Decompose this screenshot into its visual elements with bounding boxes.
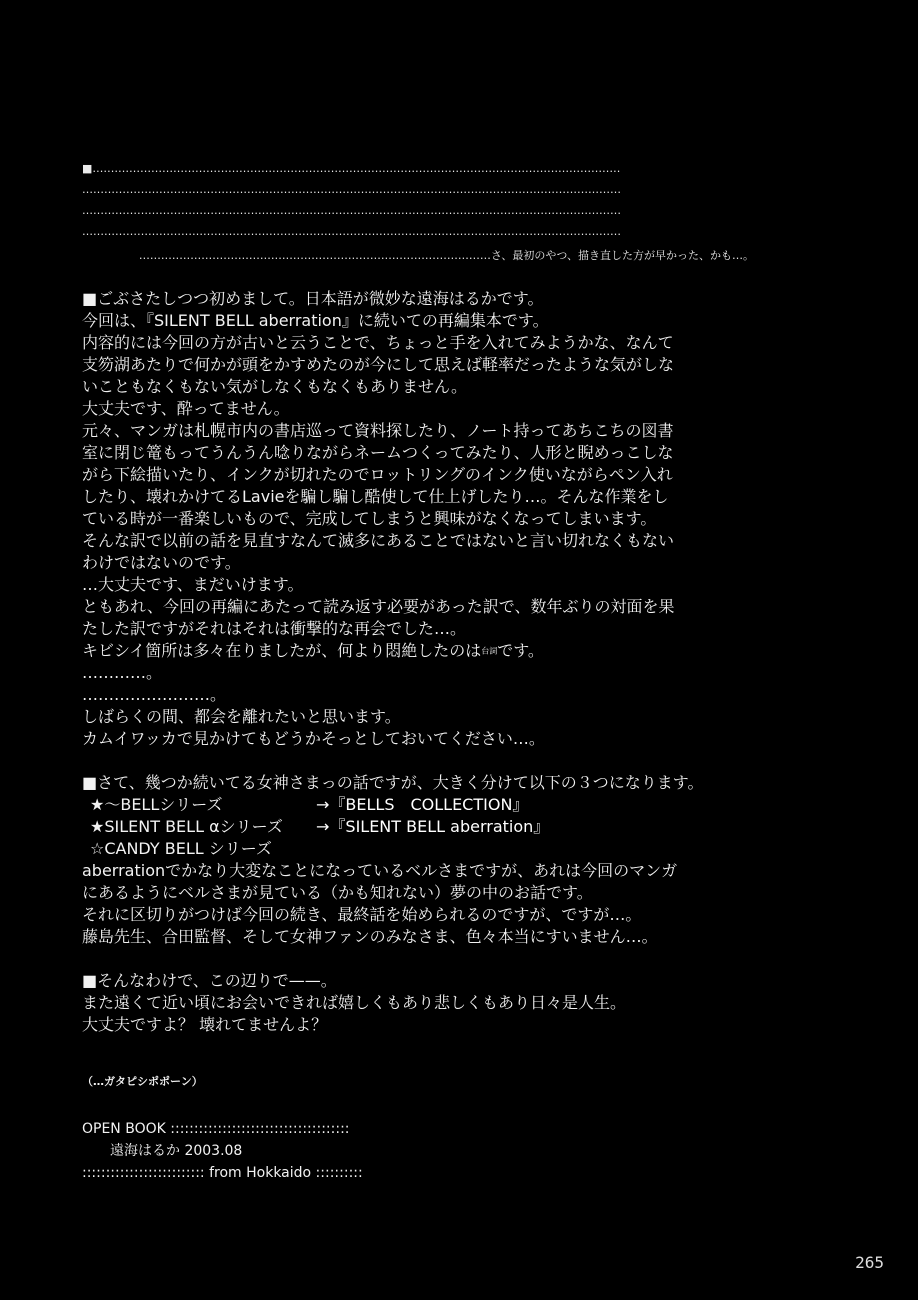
para3-line: また遠くて近い頃にお会いできれば嬉しくもあり悲しくもあり日々是人生。 bbox=[82, 993, 627, 1012]
dotted-line-3: ………………………………………………………………………………………………………………………………… bbox=[82, 204, 621, 217]
para1-line: …大丈夫です、まだいけます。 bbox=[82, 575, 304, 594]
para1-line: わけではないのです。 bbox=[82, 553, 241, 572]
para1-line-with-small-text bbox=[82, 640, 544, 663]
para2-line: aberrationでかなり大変なことになっているベルさまですが、あれは今回のマンガ bbox=[82, 861, 678, 880]
series-target-1: →『BELLS COLLECTION』 bbox=[316, 795, 529, 814]
para2-line: にあるようにベルさまが見ている（かも知れない）夢の中のお話です。 bbox=[82, 883, 593, 902]
para1-line-before: キビシイ箇所は多々在りましたが、何より悶絶したのは bbox=[82, 641, 482, 660]
para1-line: ……………………。 bbox=[82, 685, 227, 704]
dotted-line-1: ■……………………………………………………………………………………………………………………………… bbox=[82, 162, 621, 175]
para1-line: ている時が一番楽しいもので、完成してしまうと興味がなくなってしまいます。 bbox=[82, 509, 657, 528]
para1-line: カムイワッカで見かけてもどうかそっとしておいてください…。 bbox=[82, 729, 545, 748]
dotted-line-5: ……………………………………………………………………………………さ、最初のやつ、描き直した方が早かった、かも…。 bbox=[138, 249, 754, 262]
dotted-line-2: ………………………………………………………………………………………………………………………………… bbox=[82, 183, 621, 196]
para1-line: いこともなくもない気がしなくもなくもありません。 bbox=[82, 377, 467, 396]
signature-line-2: 遠海はるか 2003.08 bbox=[110, 1143, 243, 1159]
para1-line: したり、壊れかけてるLavieを騙し騙し酷使して仕上げしたり…。そんな作業をし bbox=[82, 487, 669, 506]
para1-line: しばらくの間、都会を離れたいと思います。 bbox=[82, 707, 401, 726]
series-target-2: →『SILENT BELL aberration』 bbox=[316, 817, 550, 836]
para1-line: ともあれ、今回の再編にあたって読み返す必要があった訳で、数年ぶりの対面を果 bbox=[82, 597, 675, 616]
para2-intro: ■さて、幾つか続いてる女神さまっの話ですが、大きく分けて以下の３つになります。 bbox=[82, 773, 704, 792]
para1-line: …………。 bbox=[82, 663, 163, 682]
footnote: （…ガタピシポポーン） bbox=[82, 1075, 203, 1088]
signature-line-1: OPEN BOOK :::::::::::::::::::::::::::::::::::::: bbox=[82, 1121, 350, 1137]
para3-line: ■そんなわけで、この辺りで——。 bbox=[82, 971, 337, 990]
dotted-line-4: ………………………………………………………………………………………………………………………………… bbox=[82, 225, 621, 238]
para1-line: 支笏湖あたりで何かが頭をかすめたのが今にして思えば軽率だったような気がしな bbox=[82, 355, 675, 374]
para2-line: それに区切りがつけば今回の続き、最終話を始められるのですが、ですが…。 bbox=[82, 905, 642, 924]
page-number: 265 bbox=[855, 1253, 884, 1272]
series-name-1: ★～BELLシリーズ bbox=[90, 795, 223, 814]
para1-line-after: です。 bbox=[497, 641, 544, 660]
para1-line: 大丈夫です、酔ってません。 bbox=[82, 399, 290, 418]
para1-line: 元々、マンガは札幌市内の書店巡って資料探したり、ノート持ってあちこちの図書 bbox=[82, 421, 674, 440]
para1-line: ■ごぶさたしつつ初めまして。日本語が微妙な遠海はるかです。 bbox=[82, 289, 544, 308]
para1-line: 今回は、『SILENT BELL aberration』に続いての再編集本です。 bbox=[82, 311, 549, 330]
para1-line: そんな訳で以前の話を見直すなんて滅多にあることではないと言い切れなくもない bbox=[82, 531, 675, 550]
small-annotation-text: 台詞 bbox=[481, 646, 498, 656]
para3-line: 大丈夫ですよ？ 壊れてませんよ？ bbox=[82, 1015, 328, 1034]
series-name-2: ★SILENT BELL αシリーズ bbox=[90, 817, 283, 836]
series-name-3: ☆CANDY BELL シリーズ bbox=[90, 839, 272, 858]
para1-line: がら下絵描いたり、インクが切れたのでロットリングのインク使いながらペン入れ bbox=[82, 465, 673, 484]
para1-line: 内容的には今回の方が古いと云うことで、ちょっと手を入れてみようかな、なんて bbox=[82, 333, 674, 352]
para1-line: 室に閉じ篭もってうんうん唸りながらネームつくってみたり、人形と睨めっこしな bbox=[82, 443, 674, 462]
para2-line: 藤島先生、合田監督、そして女神ファンのみなさま、色々本当にすいません…。 bbox=[82, 927, 658, 946]
para1-line: たした訳ですがそれはそれは衝撃的な再会でした…。 bbox=[82, 619, 467, 638]
signature-line-3: :::::::::::::::::::::::::: from Hokkaido :::::::::: bbox=[82, 1165, 363, 1181]
